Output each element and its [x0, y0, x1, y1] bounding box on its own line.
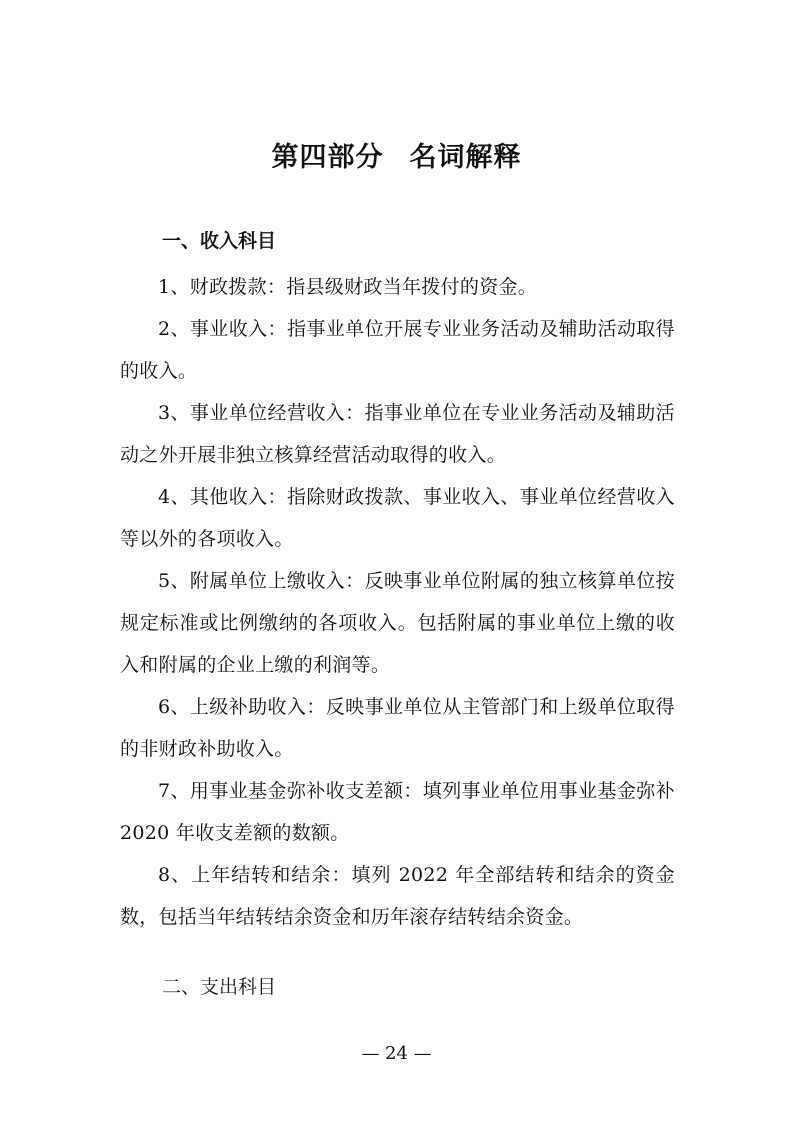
page-title — [0, 138, 793, 178]
page-number: — 24 — — [361, 1043, 432, 1064]
definition-paragraph: 2、事业收入：指事业单位开展专业业务活动及辅助活动取得的收入。 — [120, 318, 675, 382]
definition-paragraph: 3、事业单位经营收入：指事业单位在专业业务活动及辅助活动之外开展非独立核算经营活动取得的收入。 — [120, 402, 675, 466]
definition-paragraph: 4、其他收入：指除财政拨款、事业收入、事业单位经营收入等以外的各项收入。 — [120, 486, 675, 550]
income-definitions — [120, 266, 675, 938]
title-name: 名词解释 — [409, 142, 522, 173]
definition-paragraph: 8、上年结转和结余：填列 2022 年全部结转和结余的资金数，包括当年结转结余资金和历年滚存结转结余资金。 — [120, 864, 675, 928]
section-heading-income: 一、收入科目 — [162, 230, 277, 252]
definition-paragraph: 7、用事业基金弥补收支差额：填列事业单位用事业基金弥补 2020 年收支差额的数额。 — [120, 780, 675, 844]
definition-paragraph: 5、附属单位上缴收入：反映事业单位附属的独立核算单位按规定标准或比例缴纳的各项收入。包括附属的事业单位上缴的收入和附属的企业上缴的利润等。 — [120, 570, 675, 676]
definition-paragraph: 6、上级补助收入：反映事业单位从主管部门和上级单位取得的非财政补助收入。 — [120, 696, 675, 760]
title-part: 第四部分 — [271, 142, 384, 173]
section-heading-expenditure: 二、支出科目 — [162, 976, 277, 998]
definition-paragraph: 1、财政拨款：指县级财政当年拨付的资金。 — [158, 276, 538, 298]
